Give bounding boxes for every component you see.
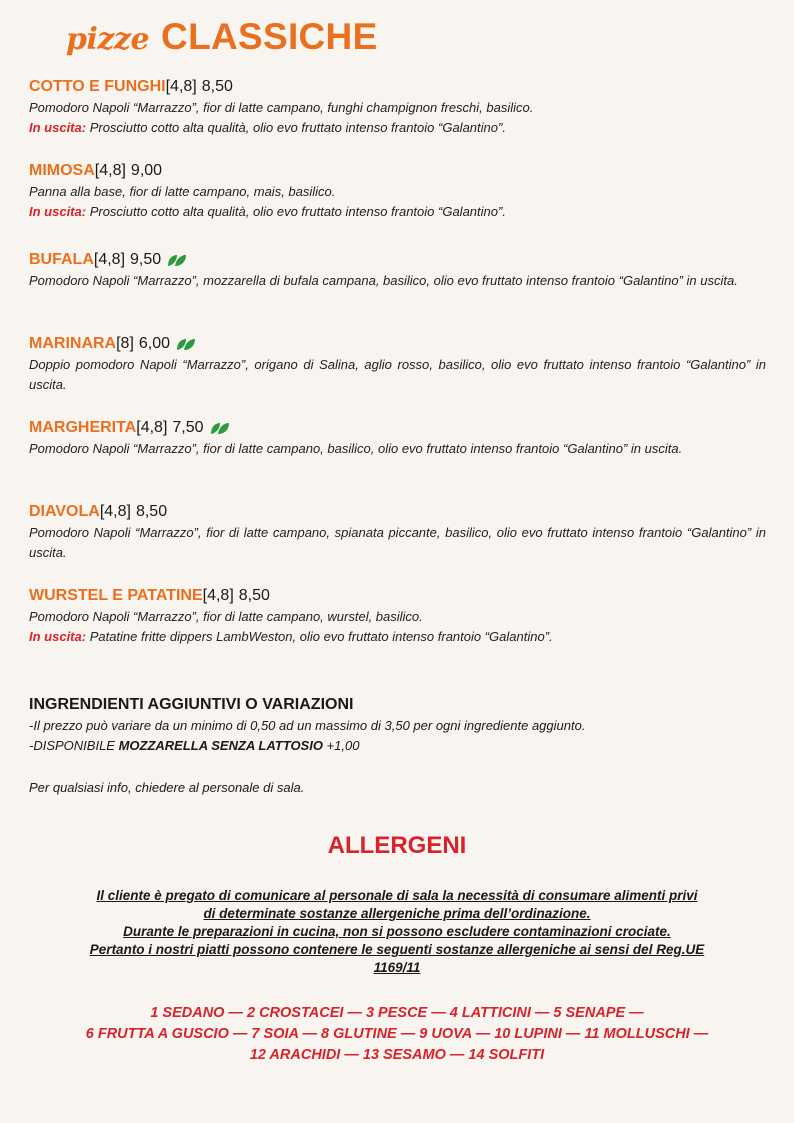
item-price: 8,50 — [201, 78, 233, 95]
item-header — [29, 585, 766, 607]
allergen-list-line: 6 FRUTTA A GUSCIO — 7 SOIA — 8 GLUTINE — 9 UOVA — 10 LUPINI — 11 MOLLUSCHI — — [85, 1026, 709, 1042]
header-script-word: pizze — [66, 22, 150, 57]
item-description — [29, 98, 766, 138]
notice-line: Il cliente è pregato di comunicare al personale di sala la necessità di consumare alimenti privi — [96, 888, 698, 903]
item-ingredients: Doppio pomodoro Napoli “Marrazzo”, origano di Salina, aglio rosso, basilico, olio evo fruttato intenso frantoio “Galantino” in uscita. — [29, 357, 766, 392]
item-header — [29, 333, 766, 355]
menu-item-diavola — [29, 501, 766, 563]
extras-section — [29, 694, 766, 756]
item-allergens: [4,8] — [93, 251, 126, 268]
item-header — [29, 76, 766, 98]
item-description — [29, 182, 766, 222]
item-description — [29, 271, 766, 291]
item-price: 7,50 — [172, 419, 204, 436]
extras-lactose-free: MOZZARELLA SENZA LATTOSIO — [118, 738, 323, 753]
item-price: 8,50 — [238, 587, 270, 604]
item-name: MARGHERITA — [29, 419, 137, 436]
extras-lactose-price: +1,00 — [322, 738, 360, 753]
extras-price-note: -Il prezzo può variare da un minimo di 0,50 ad un massimo di 3,50 per ogni ingrediente aggiunto. — [29, 718, 586, 733]
item-price: 9,00 — [130, 162, 163, 179]
item-description — [29, 523, 766, 563]
menu-item-bufala — [29, 249, 766, 291]
page-title: CLASSICHE — [161, 16, 378, 57]
exit-text: Patatine fritte dippers LambWeston, olio evo fruttato intenso frantoio “Galantino”. — [86, 629, 553, 644]
allergen-list-line: 1 SEDANO — 2 CROSTACEI — 3 PESCE — 4 LATTICINI — 5 SENAPE — — [150, 1005, 644, 1021]
item-allergens: [4,8] — [94, 162, 126, 179]
item-price: 6,00 — [138, 335, 171, 352]
item-name: MARINARA — [29, 335, 117, 352]
menu-item-marinara — [29, 333, 766, 395]
item-allergens: [4,8] — [136, 419, 168, 436]
item-description — [29, 439, 766, 459]
item-name: DIAVOLA — [29, 503, 100, 520]
item-header — [29, 417, 766, 439]
notice-line: Pertanto i nostri piatti possono contenere le seguenti sostanze allergeniche ai sensi del Reg.UE — [89, 942, 705, 957]
item-header — [29, 249, 766, 271]
item-description — [29, 607, 766, 647]
allergen-list — [40, 1003, 754, 1066]
item-allergens: [8] — [116, 335, 134, 352]
notice-line: Durante le preparazioni in cucina, non si possono escludere contaminazioni crociate. — [123, 924, 671, 939]
item-name: WURSTEL E PATATINE — [29, 587, 203, 604]
leaf-icon — [176, 337, 196, 351]
item-name: COTTO E FUNGHI — [29, 78, 166, 95]
menu-item-wurstel-e-patatine — [29, 585, 766, 647]
allergen-notice — [70, 887, 724, 977]
item-allergens: [4,8] — [202, 587, 234, 604]
info-note: Per qualsiasi info, chiedere al personale di sala. — [29, 780, 305, 795]
item-allergens: [4,8] — [165, 78, 197, 95]
item-price: 9,50 — [130, 251, 162, 268]
exit-label: In uscita: — [29, 629, 87, 644]
item-ingredients: Pomodoro Napoli “Marrazzo”, mozzarella di bufala campana, basilico, olio evo fruttato intenso frantoio “Galantino” in uscita. — [29, 273, 738, 288]
exit-text: Prosciutto cotto alta qualità, olio evo fruttato intenso frantoio “Galantino”. — [86, 120, 506, 135]
leaf-icon — [167, 253, 187, 267]
exit-label: In uscita: — [29, 204, 87, 219]
allergen-title: ALLERGENI — [327, 832, 467, 859]
allergen-list-line: 12 ARACHIDI — 13 SESAMO — 14 SOLFITI — [249, 1047, 545, 1063]
item-ingredients: Pomodoro Napoli “Marrazzo”, fior di latte campano, spianata piccante, basilico, olio evo fruttato intenso frantoio “Galantino” in uscita. — [29, 525, 766, 560]
item-description — [29, 355, 766, 395]
item-name: MIMOSA — [29, 162, 95, 179]
item-name: BUFALA — [29, 251, 94, 268]
exit-text: Prosciutto cotto alta qualità, olio evo fruttato intenso frantoio “Galantino”. — [86, 204, 506, 219]
item-header — [29, 160, 766, 182]
menu-item-margherita — [29, 417, 766, 459]
item-ingredients: Panna alla base, fior di latte campano, mais, basilico. — [29, 184, 336, 199]
exit-label: In uscita: — [29, 120, 87, 135]
menu-item-cotto-e-funghi — [29, 76, 766, 138]
menu-header — [66, 16, 378, 58]
leaf-icon — [210, 421, 230, 435]
extras-lactose-note — [29, 736, 766, 756]
item-price: 8,50 — [135, 503, 168, 520]
item-ingredients: Pomodoro Napoli “Marrazzo”, fior di latte campano, wurstel, basilico. — [29, 609, 423, 624]
item-ingredients: Pomodoro Napoli “Marrazzo”, fior di latte campano, funghi champignon freschi, basilico. — [29, 100, 534, 115]
notice-line: di determinate sostanze allergeniche prima dell’ordinazione. — [203, 906, 591, 921]
item-header — [29, 501, 766, 523]
item-ingredients: Pomodoro Napoli “Marrazzo”, fior di latte campano, basilico, olio evo fruttato intenso frantoio “Galantino” in uscita. — [29, 441, 683, 456]
menu-item-mimosa — [29, 160, 766, 222]
item-allergens: [4,8] — [99, 503, 131, 520]
extras-prefix: -DISPONIBILE — [29, 738, 119, 753]
notice-line: 1169/11 — [373, 960, 421, 975]
extras-title: INGRENDIENTI AGGIUNTIVI O VARIAZIONI — [29, 696, 354, 713]
